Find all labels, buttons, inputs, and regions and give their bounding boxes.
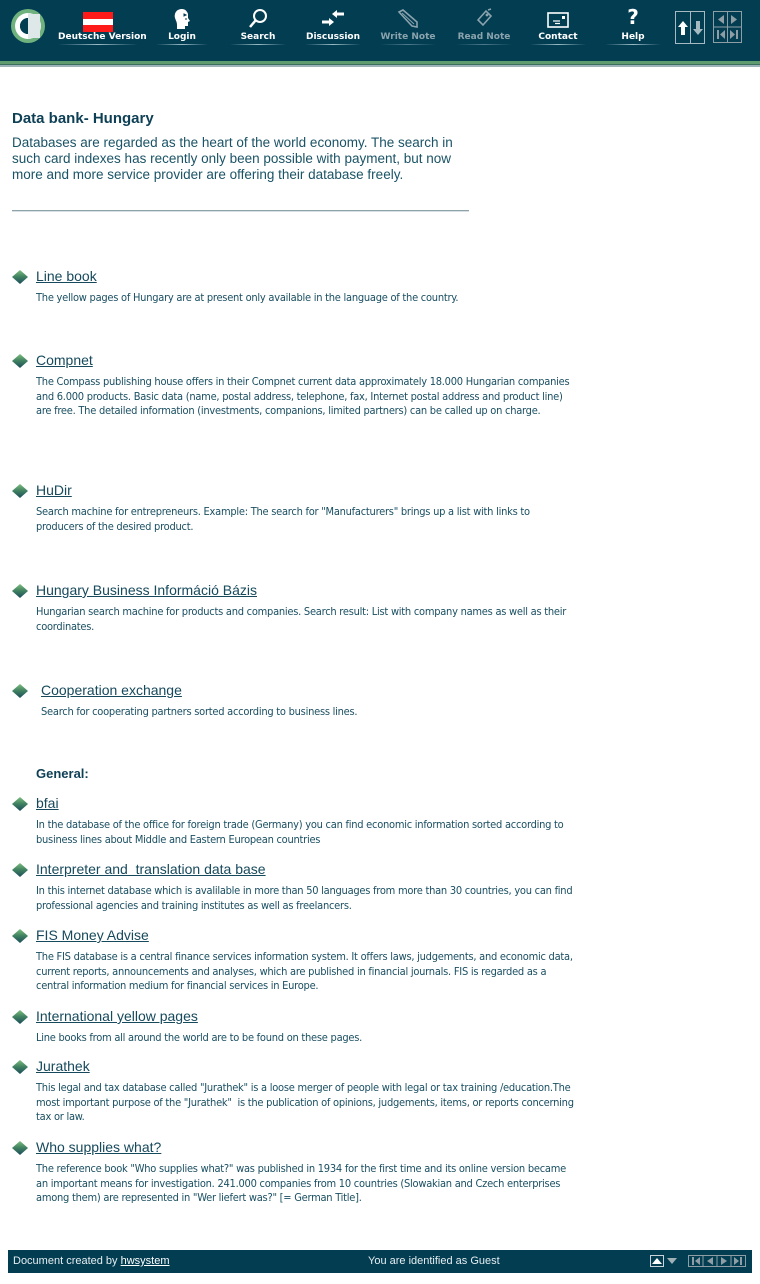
prev-icon — [718, 15, 724, 24]
diamond-bullet-icon — [12, 270, 28, 284]
divider — [456, 44, 512, 45]
nav-label: Discussion — [305, 32, 361, 42]
divider — [230, 44, 286, 45]
diamond-bullet-icon — [12, 797, 28, 811]
entry-description: The FIS database is a central finance services information system. It offers laws, judgements, and economic data, current reports, announcements and analyses, which are published in financial journals. FIS is regarded as a central information medium for financial services in Europe. — [36, 950, 573, 992]
arrows-exchange-icon — [320, 8, 346, 30]
divider — [156, 44, 208, 45]
nav-help[interactable] — [605, 6, 661, 46]
diamond-bullet-icon — [12, 684, 28, 698]
divider — [58, 44, 138, 45]
envelope-icon — [546, 8, 570, 30]
diamond-bullet-icon — [12, 354, 28, 368]
link-who-supplies-what[interactable]: Who supplies what? — [36, 1139, 162, 1155]
divider — [605, 44, 661, 45]
page-nav-icons[interactable] — [689, 1256, 745, 1266]
nav-label: Login — [168, 32, 196, 42]
nav-label: Help — [621, 32, 645, 42]
arrow-down-icon — [666, 1256, 678, 1266]
link-interpreter-translation[interactable]: Interpreter and translation data base — [36, 861, 266, 877]
divider — [305, 44, 361, 45]
diamond-bullet-icon — [12, 584, 28, 598]
nav-login[interactable] — [156, 6, 208, 46]
created-prefix: Document created by — [13, 1255, 121, 1267]
nav-contact[interactable] — [530, 6, 586, 46]
note-tag-icon — [474, 8, 494, 30]
arrow-down-icon[interactable] — [692, 20, 704, 36]
next-icon — [731, 15, 737, 24]
entry-description: The Compass publishing house offers in their Compnet current data approximately 18.000 Hungarian companies and 6.000 products. Basic data (name, postal address, telephone, fax, Internet postal address and product line) are free. The detailed information (investments, companions, limited partners) can be called up on charge. — [36, 375, 570, 417]
page-navigation — [713, 11, 742, 43]
link-fis-money-advise[interactable]: FIS Money Advise — [36, 927, 149, 943]
link-hungary-business[interactable]: Hungary Business Információ Bázis — [36, 582, 257, 598]
divider — [380, 44, 436, 45]
page-title: Data bank- Hungary — [12, 110, 154, 127]
diamond-bullet-icon — [12, 1010, 28, 1024]
nav-label: Contact — [538, 32, 578, 42]
nav-discussion[interactable] — [305, 6, 361, 46]
link-compnet[interactable]: Compnet — [36, 352, 93, 368]
link-line-book[interactable]: Line book — [36, 268, 97, 284]
link-hudir[interactable]: HuDir — [36, 482, 72, 498]
logo-icon[interactable] — [10, 8, 46, 44]
entry-description: The yellow pages of Hungary are at present only available in the language of the country. — [36, 291, 459, 304]
link-cooperation-exchange[interactable]: Cooperation exchange — [41, 682, 182, 698]
entry-description: This legal and tax database called "Jurathek" is a loose merger of people with legal or tax training /education.The most important purpose of the "Jurathek" is the publication of opinions, judgements, items, or reports concerning tax or law. — [36, 1081, 577, 1123]
question-icon: ? — [627, 5, 639, 29]
divider — [12, 210, 469, 212]
header-divider — [0, 60, 760, 67]
link-jurathek[interactable]: Jurathek — [36, 1058, 90, 1074]
diamond-bullet-icon — [12, 929, 28, 943]
diamond-bullet-icon — [12, 1141, 28, 1155]
hwsystem-link[interactable]: hwsystem — [120, 1255, 170, 1267]
entry-description: Search for cooperating partners sorted according to business lines. — [41, 705, 358, 718]
scroll-up-button[interactable] — [650, 1255, 664, 1267]
nav-label: Search — [240, 32, 276, 42]
austria-flag-icon — [83, 12, 113, 32]
last-icon — [736, 30, 738, 39]
nav-search[interactable] — [230, 6, 286, 46]
section-heading-general: General: — [36, 766, 89, 781]
diamond-bullet-icon — [12, 484, 28, 498]
entry-description: In this internet database which is avalilable in more than 50 languages from more than 30 countries, you can find professional agencies and training institutes as well as freelancers. — [36, 884, 573, 912]
entry-description: Search machine for entrepreneurs. Example: The search for "Manufacturers" brings up a list with links to producers of the desired product. — [36, 505, 530, 533]
head-profile-icon — [173, 8, 191, 30]
link-international-yellow-pages[interactable]: International yellow pages — [36, 1008, 198, 1024]
entry-description: The reference book "Who supplies what?" was published in 1934 for the first time and its online version became an important means for investigation. 241.000 companies from 10 countries (Slowakian and Czech enterprises among them) are represented in "Wer liefert was?" [= German Title]. — [36, 1162, 566, 1204]
arrow-up-icon[interactable] — [677, 20, 689, 36]
diamond-bullet-icon — [12, 863, 28, 877]
page-nav-icons — [714, 12, 741, 42]
scroll-down-button[interactable] — [665, 1255, 677, 1267]
nav-label: Deutsche Version — [58, 32, 147, 42]
entry-description: In the database of the office for foreign trade (Germany) you can find economic information sorted according to business lines about Middle and Eastern European countries — [36, 818, 564, 846]
magnifier-icon — [248, 8, 268, 30]
created-by — [13, 1255, 170, 1267]
entry-description: Line books from all around the world are to be found on these pages. — [36, 1031, 363, 1044]
nav-read-note — [456, 6, 512, 46]
nav-label: Write Note — [380, 32, 436, 42]
divider — [530, 44, 586, 45]
user-identity: You are identified as Guest — [368, 1255, 500, 1267]
nav-deutsche-version[interactable] — [58, 6, 147, 46]
nav-write-note — [380, 6, 436, 46]
arrow-up-icon — [651, 1256, 663, 1266]
divider — [690, 12, 691, 43]
status-footer — [8, 1250, 752, 1273]
scroll-controls — [675, 11, 705, 44]
page-nav-footer — [688, 1255, 746, 1267]
intro-text: Databases are regarded as the heart of the world economy. The search in such card indexes has recently only been possible with payment, but now more and more service provider are offering their database freely. — [12, 135, 453, 182]
diamond-bullet-icon — [12, 1060, 28, 1074]
first-icon — [717, 30, 719, 39]
entry-description: Hungarian search machine for products and companies. Search result: List with company names as well as their coordinates. — [36, 605, 567, 633]
link-bfai[interactable]: bfai — [36, 795, 59, 811]
nav-label: Read Note — [457, 32, 511, 42]
pencil-icon — [395, 8, 421, 30]
top-toolbar — [0, 0, 760, 60]
